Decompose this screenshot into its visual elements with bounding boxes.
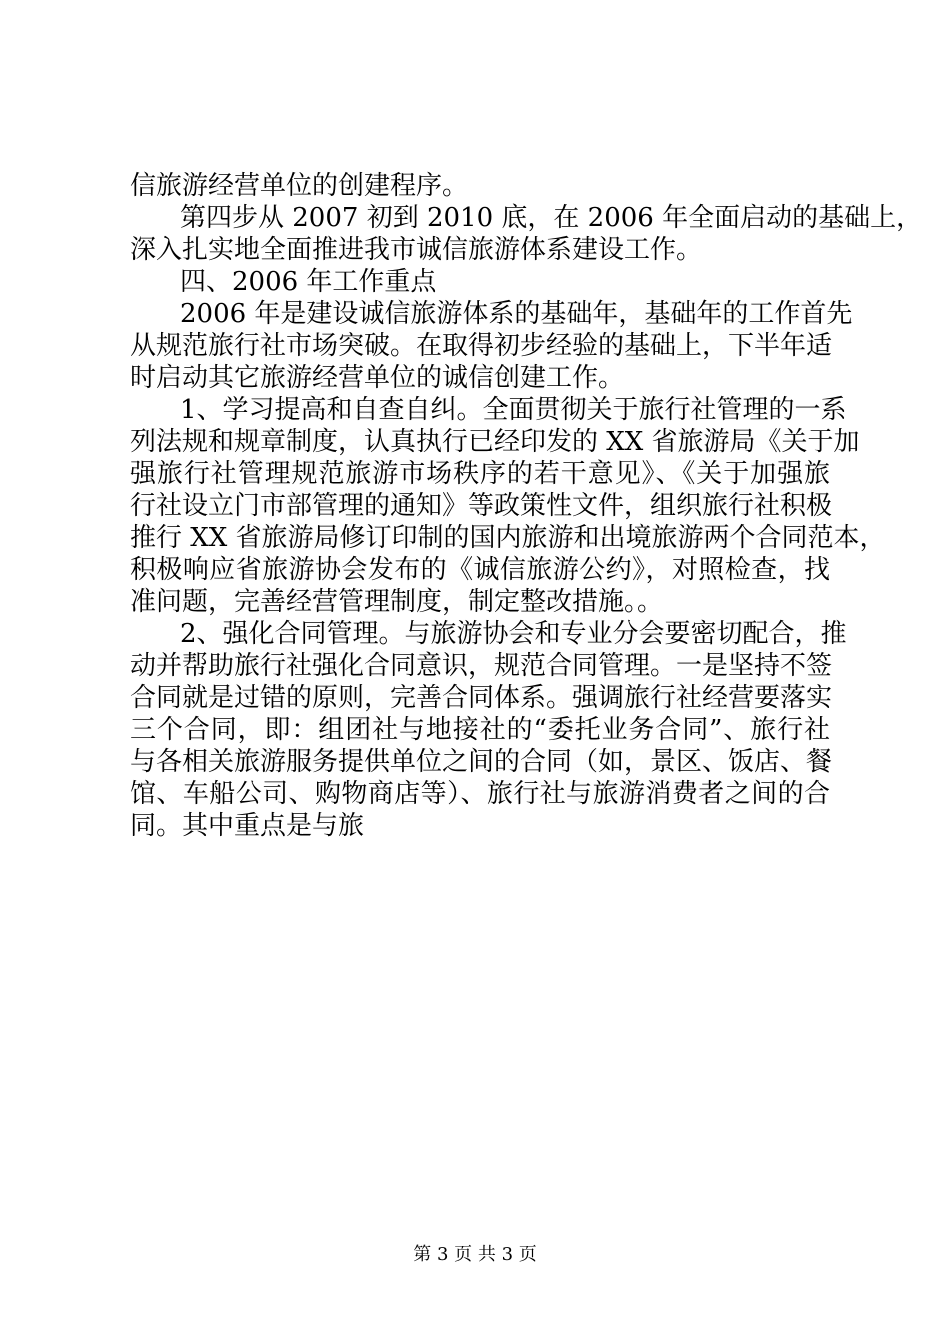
text-line: 合同就是过错的原则，完善合同体系。强调旅行社经营要落实 (130, 683, 833, 713)
text-line: 与各相关旅游服务提供单位之间的合同（如，景区、饭店、餐 (130, 747, 833, 777)
text-line: 深入扎实地全面推进我市诚信旅游体系建设工作。 (130, 235, 703, 265)
text-line: 强旅行社管理规范旅游市场秩序的若干意见》、《关于加强旅 (130, 459, 830, 489)
text-line: 1、学习提高和自查自纠。全面贯彻关于旅行社管理的一系 (180, 395, 847, 425)
text-line: 信旅游经营单位的创建程序。 (130, 171, 469, 201)
document-body (130, 170, 923, 842)
text-line: 从规范旅行社市场突破。在取得初步经验的基础上，下半年适 (130, 331, 833, 361)
text-line: 馆、车船公司、购物商店等）、旅行社与旅游消费者之间的合 (130, 779, 830, 809)
text-line: 列法规和规章制度，认真执行已经印发的 XX 省旅游局《关于加 (130, 427, 860, 457)
text-line: 动并帮助旅行社强化合同意识，规范合同管理。一是坚持不签 (130, 651, 833, 681)
section-heading: 四、2006 年工作重点 (180, 267, 437, 297)
text-line: 2、强化合同管理。与旅游协会和专业分会要密切配合，推 (180, 619, 847, 649)
text-line: 三个合同，即：组团社与地接社的“委托业务合同”、旅行社 (130, 715, 830, 745)
text-line: 同。其中重点是与旅 (130, 811, 365, 841)
text-line: 积极响应省旅游协会发布的《诚信旅游公约》，对照检查，找 (130, 555, 830, 585)
text-line: 推行 XX 省旅游局修订印制的国内旅游和出境旅游两个合同范本， (130, 523, 886, 553)
text-line: 准问题，完善经营管理制度，制定整改措施。。 (130, 587, 664, 617)
text-line: 行社设立门市部管理的通知》等政策性文件，组织旅行社积极 (130, 491, 833, 521)
text-line: 第四步从 2007 初到 2010 底，在 2006 年全面启动的基础上， (180, 203, 923, 233)
text-line: 时启动其它旅游经营单位的诚信创建工作。 (130, 363, 625, 393)
page-footer: 第 3 页 共 3 页 (413, 1244, 537, 1265)
text-line: 2006 年是建设诚信旅游体系的基础年，基础年的工作首先 (180, 299, 853, 329)
